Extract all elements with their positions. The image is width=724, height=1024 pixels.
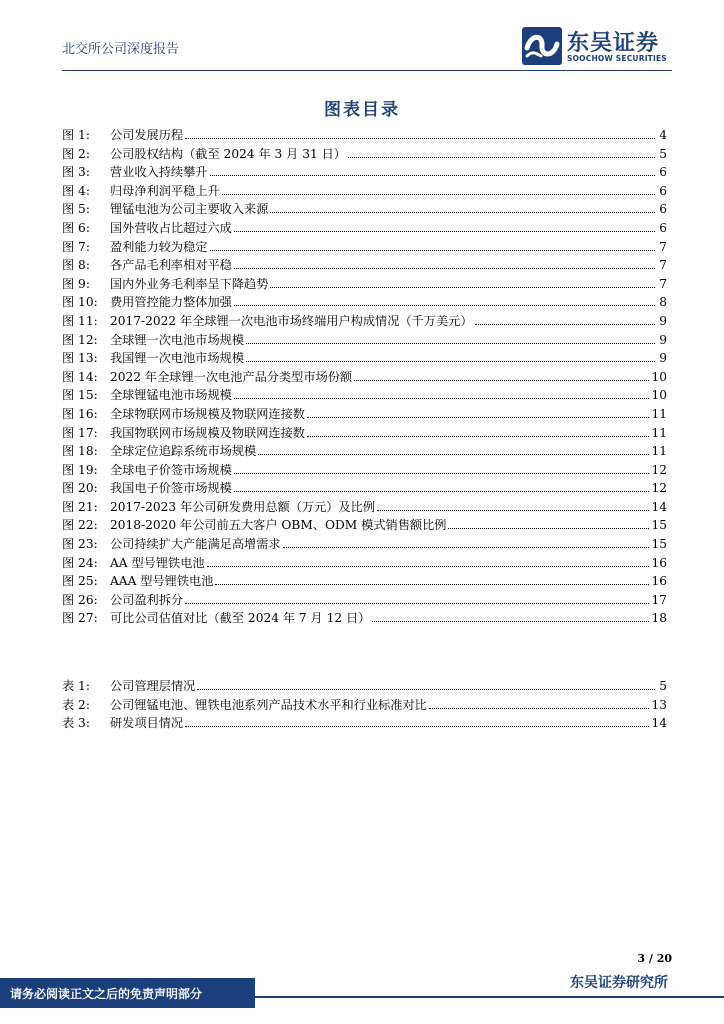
figure-toc-entry[interactable] xyxy=(62,478,667,497)
entry-title: AA 型号锂铁电池 xyxy=(110,555,205,570)
entry-title: 国外营收占比超过六成 xyxy=(110,220,232,235)
entry-page: 11 xyxy=(651,406,667,421)
entry-title: 国内外业务毛利率呈下降趋势 xyxy=(110,276,269,291)
figure-toc-entry[interactable] xyxy=(62,255,667,274)
entry-page: 4 xyxy=(659,128,667,142)
report-type-label: 北交所公司深度报告 xyxy=(62,42,180,57)
entry-page: 7 xyxy=(659,258,667,273)
figure-toc-entry[interactable] xyxy=(62,590,667,609)
figure-toc-entry[interactable] xyxy=(62,144,667,163)
entry-page: 9 xyxy=(659,332,667,347)
entry-title: 公司发展历程 xyxy=(110,128,184,142)
entry-page: 15 xyxy=(651,537,667,552)
entry-number: 图 14: xyxy=(62,369,98,384)
dot-leader xyxy=(185,590,649,604)
figure-toc-entry[interactable] xyxy=(62,534,667,553)
toc-title: 图表目录 xyxy=(324,100,400,120)
dot-leader xyxy=(448,515,649,529)
figure-toc-entry[interactable] xyxy=(62,460,667,479)
figure-toc-entry[interactable] xyxy=(62,348,667,367)
entry-title: 公司锂锰电池、锂铁电池系列产品技术水平和行业标准对比 xyxy=(110,697,427,712)
dot-leader xyxy=(307,404,649,418)
entry-number: 表 3: xyxy=(62,716,90,731)
entry-page: 6 xyxy=(659,183,667,198)
figure-toc-entry[interactable] xyxy=(62,571,667,590)
entry-number: 图 11: xyxy=(62,313,98,328)
figure-toc-entry[interactable] xyxy=(62,497,667,516)
entry-number: 图 12: xyxy=(62,332,98,347)
entry-page: 5 xyxy=(659,146,667,161)
entry-number: 图 24: xyxy=(62,555,98,570)
table-toc-entry[interactable] xyxy=(62,676,667,695)
figure-toc-entry[interactable] xyxy=(62,125,667,144)
entry-title: 我国电子价签市场规模 xyxy=(110,481,232,496)
entry-title: 全球锂锰电池市场规模 xyxy=(110,388,232,403)
dot-leader xyxy=(234,460,650,474)
entry-number: 表 1: xyxy=(62,679,90,693)
dot-leader xyxy=(429,695,650,709)
page-number: 3 / 20 xyxy=(637,952,672,965)
dot-leader xyxy=(207,553,650,567)
entry-page: 6 xyxy=(659,165,667,180)
entry-page: 14 xyxy=(651,499,667,514)
entry-page: 11 xyxy=(651,444,667,459)
entry-page: 17 xyxy=(651,592,667,607)
entry-title: 2022 年全球锂一次电池产品分类型市场份额 xyxy=(110,369,353,384)
entry-number: 图 19: xyxy=(62,462,98,477)
figure-toc-entry[interactable] xyxy=(62,162,667,181)
entry-number: 表 2: xyxy=(62,697,90,712)
entry-title: 全球锂一次电池市场规模 xyxy=(110,332,245,347)
entry-title: 公司盈利拆分 xyxy=(110,592,184,607)
figure-toc-entry[interactable] xyxy=(62,385,667,404)
entry-number: 图 10: xyxy=(62,295,98,310)
figure-toc-entry[interactable] xyxy=(62,515,667,534)
figure-toc-entry[interactable] xyxy=(62,199,667,218)
dot-leader xyxy=(215,571,649,585)
entry-title: 2017-2023 年公司研发费用总额（万元）及比例 xyxy=(110,499,376,514)
entry-title: 2017-2022 年全球锂一次电池市场终端用户构成情况（千万美元） xyxy=(110,313,473,328)
dot-leader xyxy=(246,330,655,344)
figure-toc-entry[interactable] xyxy=(62,404,667,423)
entry-page: 12 xyxy=(651,462,667,477)
dot-leader xyxy=(234,218,655,232)
entry-number: 图 20: xyxy=(62,481,98,496)
entry-number: 图 13: xyxy=(62,351,98,366)
entry-page: 15 xyxy=(651,518,667,533)
entry-page: 7 xyxy=(659,276,667,291)
entry-title: 各产品毛利率相对平稳 xyxy=(110,258,232,273)
entry-title: 锂锰电池为公司主要收入来源 xyxy=(110,202,269,217)
table-toc-entry[interactable] xyxy=(62,695,667,714)
entry-number: 图 17: xyxy=(62,425,98,440)
figure-toc-entry[interactable] xyxy=(62,237,667,256)
figure-toc-entry[interactable] xyxy=(62,423,667,442)
dot-leader xyxy=(283,534,650,548)
figure-toc-entry[interactable] xyxy=(62,608,667,627)
dot-leader xyxy=(222,181,655,195)
entry-title: 公司股权结构（截至 2024 年 3 月 31 日） xyxy=(110,146,346,161)
dot-leader xyxy=(372,608,649,622)
entry-page: 16 xyxy=(651,555,667,570)
dot-leader xyxy=(354,367,649,381)
entry-number: 图 5: xyxy=(62,202,90,217)
dot-leader xyxy=(258,441,649,455)
dot-leader xyxy=(270,274,655,288)
dot-leader xyxy=(307,423,649,437)
entry-page: 14 xyxy=(651,716,667,731)
entry-number: 图 16: xyxy=(62,406,98,421)
entry-page: 18 xyxy=(651,611,667,626)
institute-name: 东吴证券研究所 xyxy=(570,975,668,991)
figure-list xyxy=(62,125,667,627)
entry-number: 图 23: xyxy=(62,537,98,552)
entry-title: AAA 型号锂铁电池 xyxy=(110,574,214,589)
figure-toc-entry[interactable] xyxy=(62,181,667,200)
entry-page: 12 xyxy=(651,481,667,496)
figure-toc-entry[interactable] xyxy=(62,292,667,311)
figure-toc-entry[interactable] xyxy=(62,311,667,330)
logo-chinese-name: 东吴证券 xyxy=(567,31,660,56)
entry-page: 6 xyxy=(659,220,667,235)
figure-toc-entry[interactable] xyxy=(62,553,667,572)
entry-title: 可比公司估值对比（截至 2024 年 7 月 12 日） xyxy=(110,611,371,626)
entry-number: 图 26: xyxy=(62,592,98,607)
entry-number: 图 9: xyxy=(62,276,90,291)
table-list xyxy=(62,676,667,732)
entry-page: 5 xyxy=(659,679,667,693)
entry-page: 10 xyxy=(651,369,667,384)
entry-number: 图 3: xyxy=(62,165,90,180)
entry-page: 8 xyxy=(659,295,667,310)
entry-page: 10 xyxy=(651,388,667,403)
dot-leader xyxy=(234,292,655,306)
logo-english-name: SOOCHOW SECURITIES xyxy=(567,54,667,63)
header-divider xyxy=(62,70,672,71)
entry-number: 图 7: xyxy=(62,239,90,254)
dot-leader xyxy=(210,237,656,251)
entry-title: 2018-2020 年公司前五大客户 OBM、ODM 模式销售额比例 xyxy=(110,518,447,533)
soochow-logo-icon xyxy=(521,26,563,66)
dot-leader xyxy=(185,713,649,727)
entry-title: 全球定位追踪系统市场规模 xyxy=(110,444,257,459)
dot-leader xyxy=(475,311,655,325)
dot-leader xyxy=(270,199,655,213)
dot-leader xyxy=(348,144,655,158)
dot-leader xyxy=(234,478,650,492)
entry-title: 营业收入持续攀升 xyxy=(110,165,208,180)
entry-number: 图 2: xyxy=(62,146,90,161)
entry-page: 13 xyxy=(651,697,667,712)
figure-toc-entry[interactable] xyxy=(62,218,667,237)
entry-title: 全球电子价签市场规模 xyxy=(110,462,232,477)
entry-page: 6 xyxy=(659,202,667,217)
entry-number: 图 6: xyxy=(62,220,90,235)
entry-title: 研发项目情况 xyxy=(110,716,184,731)
dot-leader xyxy=(234,385,650,399)
entry-title: 公司管理层情况 xyxy=(110,679,196,693)
entry-number: 图 4: xyxy=(62,183,90,198)
disclaimer-text: 请务必阅读正文之后的免责声明部分 xyxy=(10,987,203,1001)
entry-number: 图 1: xyxy=(62,128,90,142)
entry-number: 图 18: xyxy=(62,444,98,459)
entry-number: 图 21: xyxy=(62,499,98,514)
entry-title: 费用管控能力整体加强 xyxy=(110,295,232,310)
entry-page: 9 xyxy=(659,313,667,328)
dot-leader xyxy=(197,676,655,690)
figure-toc-entry[interactable] xyxy=(62,367,667,386)
entry-page: 11 xyxy=(651,425,667,440)
figure-toc-entry[interactable] xyxy=(62,330,667,349)
entry-number: 图 25: xyxy=(62,574,98,589)
entry-title: 全球物联网市场规模及物联网连接数 xyxy=(110,406,305,421)
entry-title: 我国锂一次电池市场规模 xyxy=(110,351,245,366)
dot-leader xyxy=(210,162,656,176)
entry-number: 图 22: xyxy=(62,518,98,533)
table-toc-entry[interactable] xyxy=(62,713,667,732)
figure-toc-entry[interactable] xyxy=(62,274,667,293)
dot-leader xyxy=(377,497,649,511)
dot-leader xyxy=(234,255,655,269)
entry-number: 图 8: xyxy=(62,258,90,273)
figure-toc-entry[interactable] xyxy=(62,441,667,460)
entry-title: 公司持续扩大产能满足高增需求 xyxy=(110,537,281,552)
entry-number: 图 15: xyxy=(62,388,98,403)
dot-leader xyxy=(246,348,655,362)
entry-page: 9 xyxy=(659,351,667,366)
entry-title: 盈利能力较为稳定 xyxy=(110,239,208,254)
entry-title: 我国物联网市场规模及物联网连接数 xyxy=(110,425,305,440)
entry-page: 16 xyxy=(651,574,667,589)
entry-page: 7 xyxy=(659,239,667,254)
entry-number: 图 27: xyxy=(62,611,98,626)
dot-leader xyxy=(185,125,655,139)
entry-title: 归母净利润平稳上升 xyxy=(110,183,220,198)
company-logo xyxy=(521,26,681,66)
